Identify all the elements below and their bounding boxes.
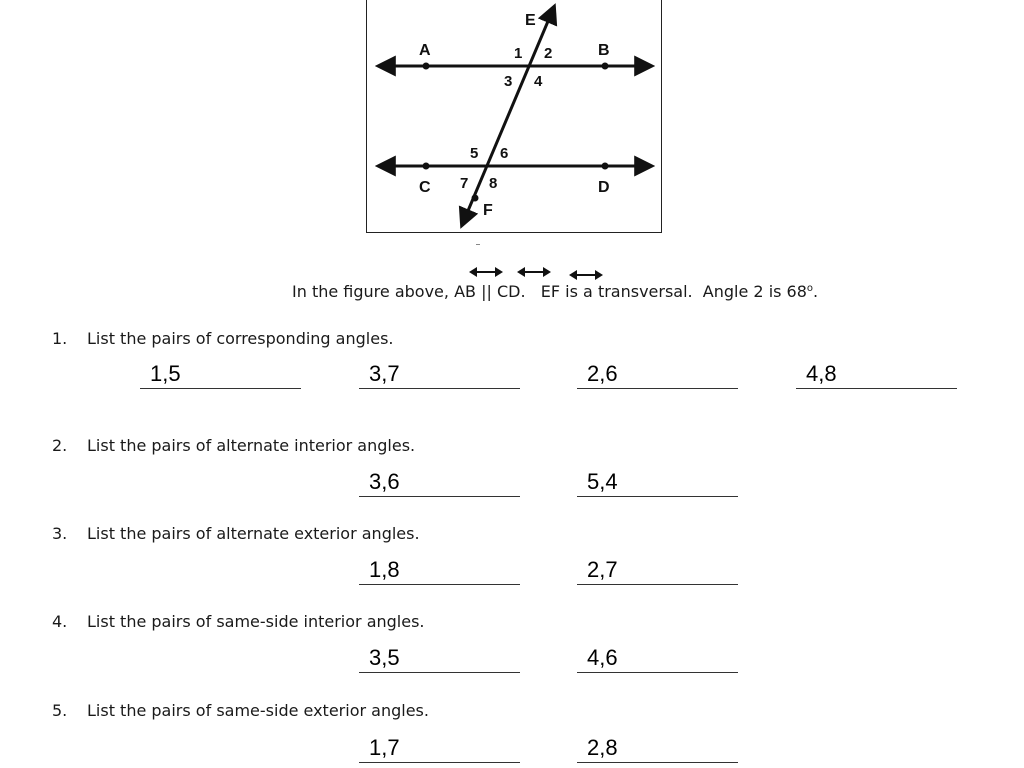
angle-label-2: 2 [544,45,553,62]
caption-end: . [813,282,819,301]
point-f-dot [472,195,479,202]
question-text: List the pairs of alternate exterior angles. [87,524,420,543]
figure-diagram [367,0,663,234]
question-number: 2. [52,436,68,455]
question-number: 4. [52,612,68,631]
answer-field[interactable]: 1,7 [359,735,520,763]
point-b-dot [602,63,609,70]
answer-field[interactable]: 2,6 [577,361,738,389]
angle-label-1: 1 [514,45,523,62]
point-a-dot [423,63,430,70]
caption-line-cd: CD [496,282,521,301]
answer-field[interactable]: 3,5 [359,645,520,673]
question-text: List the pairs of alternate interior angles. [87,436,416,455]
caption-prefix: In the figure above, [292,282,455,301]
point-c-dot [423,163,430,170]
label-f: F [483,202,493,219]
answer-field[interactable]: 1,8 [359,557,520,585]
question-1 [52,329,393,348]
answer-field[interactable]: 3,6 [359,469,520,497]
answer-field[interactable]: 2,8 [577,735,738,763]
figure-caption [292,282,818,301]
caption-degree: o [806,283,814,294]
answer-field[interactable]: 4,8 [796,361,957,389]
stray-mark [476,244,480,245]
line-symbol-ef-icon [569,269,603,281]
line-symbol-ab-icon [469,266,503,278]
answer-field[interactable]: 3,7 [359,361,520,389]
label-b: B [598,42,610,59]
question-number: 3. [52,524,68,543]
question-number: 5. [52,701,68,720]
question-text: List the pairs of same-side exterior angles. [87,701,429,720]
answer-field[interactable]: 2,7 [577,557,738,585]
question-2 [52,436,415,455]
caption-line-ab: AB [454,282,476,301]
caption-parallel-symbol: || [475,282,497,301]
label-e: E [525,12,536,29]
transversal-ef [462,7,554,225]
line-symbol-cd-icon [517,266,551,278]
label-a: A [419,42,431,59]
caption-line-ef: EF [540,282,561,301]
angle-label-4: 4 [534,73,543,90]
question-4 [52,612,425,631]
point-d-dot [602,163,609,170]
answer-field[interactable]: 5,4 [577,469,738,497]
answer-field[interactable]: 1,5 [140,361,301,389]
question-5 [52,701,429,720]
question-3 [52,524,420,543]
caption-separator: . [520,282,541,301]
angle-label-5: 5 [470,145,479,162]
label-d: D [598,179,610,196]
label-c: C [419,179,431,196]
question-text: List the pairs of corresponding angles. [87,329,394,348]
angle-label-7: 7 [460,175,469,192]
geometry-figure [366,0,662,233]
angle-label-8: 8 [489,175,498,192]
question-text: List the pairs of same-side interior angles. [87,612,425,631]
angle-label-6: 6 [500,145,509,162]
caption-suffix: is a transversal. Angle 2 is 68 [560,282,807,301]
answer-field[interactable]: 4,6 [577,645,738,673]
question-number: 1. [52,329,68,348]
angle-label-3: 3 [504,73,513,90]
